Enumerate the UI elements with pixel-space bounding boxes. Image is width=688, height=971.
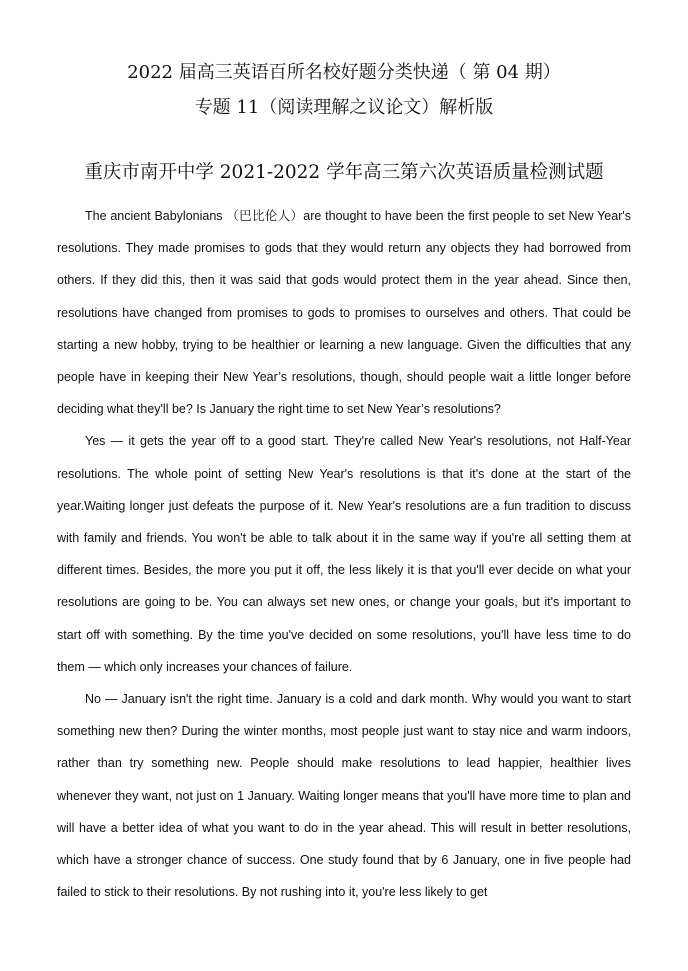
- passage-paragraph-2: Yes — it gets the year off to a good start. They're called New Year's resolutions, not Half-Year resolutions. The whole point of setting New Year's resolutions is that it's done at the start of the year.Waiting longer just defeats the purpose of it. New Year's resolutions are a fun tradition to discuss with family and friends. You won't be able to talk about it in the same way if you're all setting them at different times. Besides, the more you put it off, the less likely it is that you'll ever decide on what your resolutions are going to be. You can always set new ones, or change your goals, but it's important to start off with something. By the time you've decided on some resolutions, you'll have less time to do them — which only increases your chances of failure.: [57, 434, 631, 674]
- passage-paragraph-1: The ancient Babylonians （巴比伦人）are thought to have been the first people to set New Year's resolutions. They made promises to gods that they would return any objects they had borrowed from others. If they did this, then it was said that gods would protect them in the year ahead. Since then, resolutions have changed from promises to gods to promises to ourselves and others. That could be starting a new hobby, trying to be healthier or learning a new language. Given the difficulties that any people have in keeping their New Year’s resolutions, though, should people wait a little longer before deciding what they'll be? Is January the right time to set New Year’s resolutions?: [57, 209, 631, 417]
- exam-title: 重庆市南开中学 2021-2022 学年高三第六次英语质量检测试题: [84, 162, 604, 183]
- passage-body: [57, 200, 631, 908]
- document-title-line-1: 2022 届高三英语百所名校好题分类快递（ 第 04 期）: [127, 62, 561, 83]
- document-title-line-2: 专题 11（阅读理解之议论文）解析版: [194, 97, 494, 118]
- passage-paragraph-3: No — January isn't the right time. January is a cold and dark month. Why would you want to start something new then? During the winter months, most people just want to stay nice and warm indoors, rather than try something new. People should make resolutions to lead happier, healthier lives whenever they want, not just on 1 January. Waiting longer means that you'll have more time to plan and will have a better idea of what you want to do in the year ahead. This will result in better resolutions, which have a stronger chance of success. One study found that by 6 January, one in five people had failed to stick to their resolutions. By not rushing into it, you're less likely to get: [57, 692, 631, 900]
